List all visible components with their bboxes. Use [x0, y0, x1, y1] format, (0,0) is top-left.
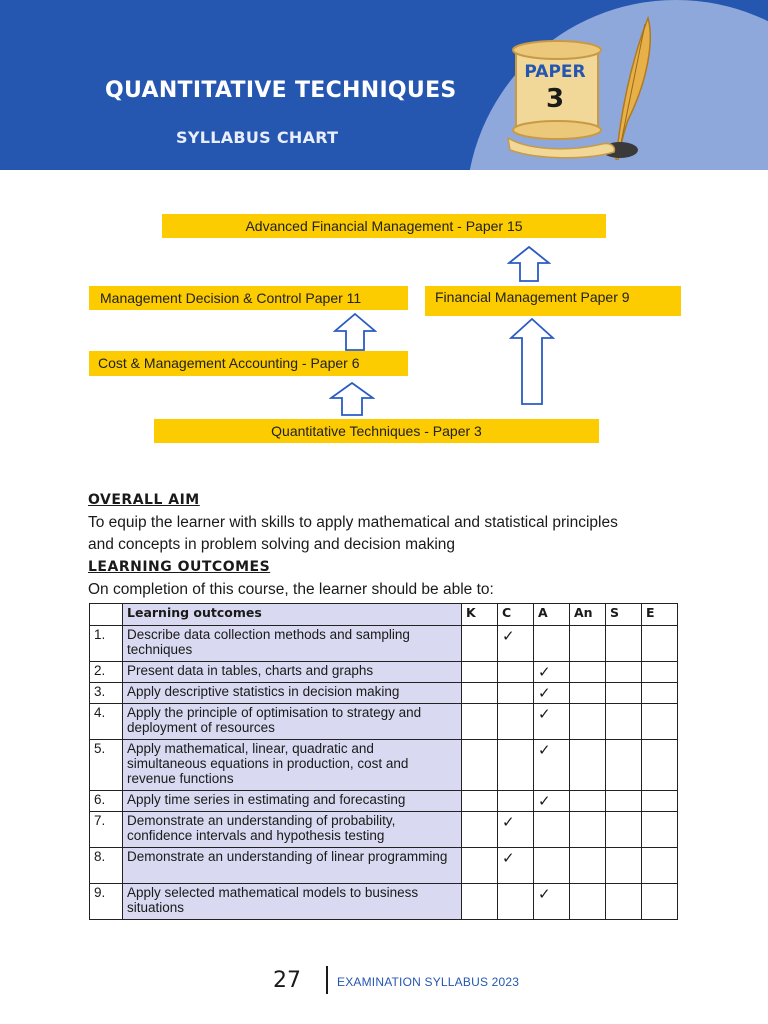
- level-cell: [606, 740, 642, 791]
- level-cell: [606, 626, 642, 662]
- table-header-level: S: [606, 604, 642, 626]
- level-cell: [498, 791, 534, 812]
- checkmark-icon: ✓: [538, 663, 551, 681]
- level-cell: [462, 884, 498, 920]
- outcome-description: Demonstrate an understanding of linear programming: [123, 848, 462, 884]
- table-row: [90, 683, 678, 704]
- outcome-description: Apply the principle of optimisation to strategy and deployment of resources: [123, 704, 462, 740]
- checkmark-icon: ✓: [538, 792, 551, 810]
- level-cell: [570, 683, 606, 704]
- checkmark-icon: ✓: [502, 627, 515, 645]
- outcome-description: Apply descriptive statistics in decision making: [123, 683, 462, 704]
- level-cell: [606, 704, 642, 740]
- outcome-number: 2.: [90, 662, 123, 683]
- arrow-up-icon: [509, 318, 555, 406]
- outcome-number: 8.: [90, 848, 123, 884]
- learning-outcomes-intro: On completion of this course, the learner should be able to:: [88, 581, 494, 598]
- level-cell: [498, 683, 534, 704]
- level-cell: [570, 740, 606, 791]
- level-cell: [462, 791, 498, 812]
- level-cell: [498, 662, 534, 683]
- level-cell: [606, 683, 642, 704]
- level-cell: [462, 683, 498, 704]
- arrow-up-icon: [333, 313, 377, 351]
- outcome-description: Apply mathematical, linear, quadratic and simultaneous equations in production, cost and revenue functions: [123, 740, 462, 791]
- level-cell: [570, 662, 606, 683]
- level-cell: [570, 626, 606, 662]
- level-cell: [534, 848, 570, 884]
- level-cell: [462, 626, 498, 662]
- level-cell: [606, 812, 642, 848]
- outcome-description: Present data in tables, charts and graphs: [123, 662, 462, 683]
- level-cell: [534, 704, 570, 740]
- level-cell: [642, 848, 678, 884]
- table-row: [90, 704, 678, 740]
- chart-box-cma: Cost & Management Accounting - Paper 6: [89, 351, 408, 376]
- chart-box-mdc: Management Decision & Control Paper 11: [89, 286, 408, 310]
- level-cell: [642, 683, 678, 704]
- chart-box-fm: Financial Management Paper 9: [425, 286, 681, 316]
- level-cell: [462, 662, 498, 683]
- level-cell: [642, 626, 678, 662]
- level-cell: [570, 791, 606, 812]
- level-cell: [534, 884, 570, 920]
- table-header-level: A: [534, 604, 570, 626]
- outcome-number: 5.: [90, 740, 123, 791]
- level-cell: [462, 848, 498, 884]
- learning-outcomes-heading: LEARNING OUTCOMES: [88, 559, 271, 575]
- table-row: [90, 812, 678, 848]
- outcome-description: Apply selected mathematical models to business situations: [123, 884, 462, 920]
- level-cell: [534, 626, 570, 662]
- chart-box-qt: Quantitative Techniques - Paper 3: [154, 419, 599, 443]
- level-cell: [498, 884, 534, 920]
- chart-box-afm: Advanced Financial Management - Paper 15: [162, 214, 606, 238]
- page-number: 27: [273, 968, 301, 993]
- checkmark-icon: ✓: [538, 741, 551, 759]
- level-cell: [498, 704, 534, 740]
- level-cell: [642, 704, 678, 740]
- level-cell: [570, 884, 606, 920]
- outcome-description: Apply time series in estimating and forecasting: [123, 791, 462, 812]
- level-cell: [534, 812, 570, 848]
- level-cell: [606, 791, 642, 812]
- level-cell: [606, 848, 642, 884]
- table-header-row: [90, 604, 678, 626]
- outcome-number: 3.: [90, 683, 123, 704]
- level-cell: [642, 791, 678, 812]
- outcome-description: Demonstrate an understanding of probability, confidence intervals and hypothesis testing: [123, 812, 462, 848]
- table-header-outcomes: Learning outcomes: [123, 604, 462, 626]
- page-title: QUANTITATIVE TECHNIQUES: [105, 78, 457, 103]
- level-cell: [534, 683, 570, 704]
- level-cell: [534, 791, 570, 812]
- level-cell: [642, 884, 678, 920]
- level-cell: [534, 740, 570, 791]
- level-cell: [606, 662, 642, 683]
- outcome-description: Describe data collection methods and sampling techniques: [123, 626, 462, 662]
- checkmark-icon: ✓: [538, 885, 551, 903]
- level-cell: [462, 812, 498, 848]
- table-row: [90, 626, 678, 662]
- level-cell: [534, 662, 570, 683]
- page-subtitle: SYLLABUS CHART: [176, 128, 339, 147]
- table-header-level: C: [498, 604, 534, 626]
- checkmark-icon: ✓: [502, 849, 515, 867]
- outcome-number: 4.: [90, 704, 123, 740]
- level-cell: [498, 812, 534, 848]
- table-row: [90, 791, 678, 812]
- level-cell: [462, 740, 498, 791]
- footer-divider: [326, 966, 328, 994]
- checkmark-icon: ✓: [538, 684, 551, 702]
- overall-aim-text: To equip the learner with skills to apply mathematical and statistical principles and concepts in problem solving and decision making: [88, 514, 618, 553]
- level-cell: [462, 704, 498, 740]
- table-row: [90, 884, 678, 920]
- outcome-number: 7.: [90, 812, 123, 848]
- level-cell: [606, 884, 642, 920]
- paper-badge-label: PAPER: [524, 62, 586, 82]
- level-cell: [498, 626, 534, 662]
- page-header: [0, 0, 768, 170]
- level-cell: [570, 848, 606, 884]
- table-row: [90, 740, 678, 791]
- table-row: [90, 848, 678, 884]
- learning-outcomes-table: [89, 603, 678, 920]
- outcome-number: 6.: [90, 791, 123, 812]
- level-cell: [642, 812, 678, 848]
- table-header-num: [90, 604, 123, 626]
- level-cell: [642, 662, 678, 683]
- footer-label: EXAMINATION SYLLABUS 2023: [337, 975, 520, 989]
- level-cell: [642, 740, 678, 791]
- outcome-number: 1.: [90, 626, 123, 662]
- overall-aim-heading: OVERALL AIM: [88, 492, 200, 508]
- arrow-up-icon: [329, 382, 375, 416]
- paper-badge-number: 3: [545, 84, 565, 114]
- checkmark-icon: ✓: [502, 813, 515, 831]
- checkmark-icon: ✓: [538, 705, 551, 723]
- outcome-number: 9.: [90, 884, 123, 920]
- table-header-level: K: [462, 604, 498, 626]
- arrow-up-icon: [507, 246, 551, 282]
- level-cell: [498, 740, 534, 791]
- level-cell: [570, 812, 606, 848]
- table-header-level: An: [570, 604, 606, 626]
- level-cell: [570, 704, 606, 740]
- table-header-level: E: [642, 604, 678, 626]
- table-row: [90, 662, 678, 683]
- level-cell: [498, 848, 534, 884]
